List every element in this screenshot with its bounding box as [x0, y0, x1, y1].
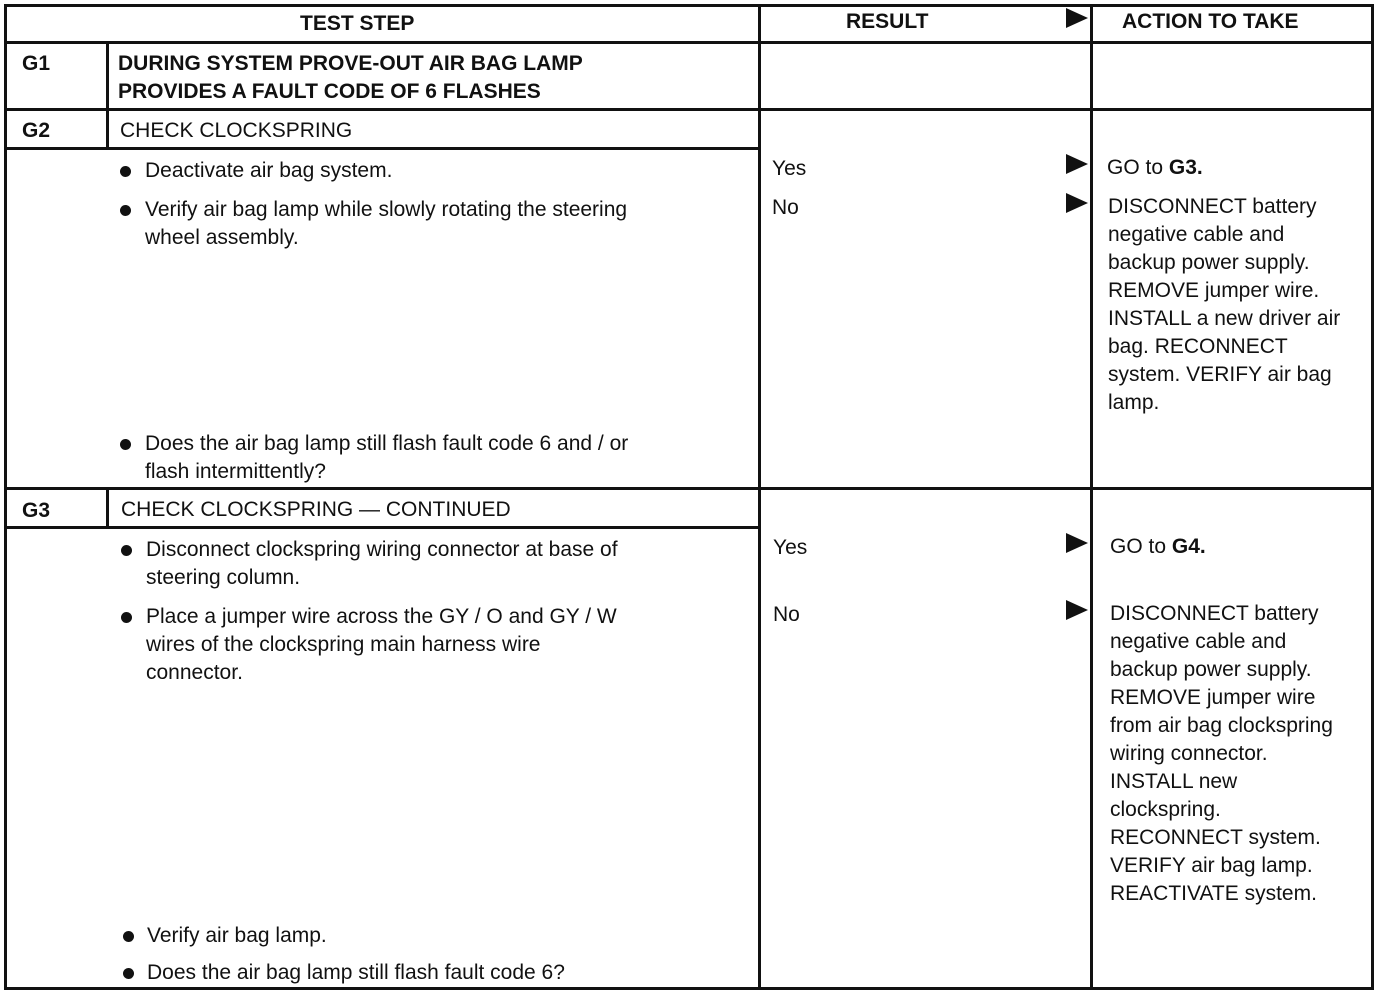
g3-step-id: G3 — [22, 499, 51, 522]
bullet-icon — [121, 545, 132, 556]
g2-result-yes: Yes — [772, 157, 807, 180]
header-arrow-icon — [1066, 8, 1088, 28]
g3-step-4: Does the air bag lamp still flash fault code 6? — [147, 961, 565, 984]
g2-bottom-border — [4, 487, 1374, 490]
g2-title: CHECK CLOCKSPRING — [120, 119, 353, 142]
id-column-divider-g3 — [106, 487, 109, 529]
g2-step-1: Deactivate air bag system. — [145, 159, 393, 182]
g1-title: DURING SYSTEM PROVE-OUT AIR BAG LAMP PROVIDES A FAULT CODE OF 6 FLASHES — [118, 52, 583, 103]
g3-title: CHECK CLOCKSPRING — CONTINUED — [121, 498, 511, 521]
g2-no-arrow-icon — [1066, 193, 1088, 213]
bullet-icon — [120, 205, 131, 216]
id-column-divider-g1g2 — [106, 41, 109, 150]
table-bottom-border — [4, 987, 1374, 990]
g3-step-2: Place a jumper wire across the GY / O and GY / W wires of the clockspring main harness wire connector. — [146, 605, 617, 684]
bullet-icon — [120, 166, 131, 177]
table-top-border — [4, 4, 1374, 7]
g3-title-bottom-border — [4, 526, 760, 529]
table-left-border — [4, 4, 7, 990]
g2-step-3: Does the air bag lamp still flash fault code 6 and / or flash intermittently? — [145, 432, 629, 483]
g2-yes-action: GO to G3. — [1107, 156, 1203, 179]
action-column-left-border — [1090, 4, 1093, 990]
g2-step-id: G2 — [22, 119, 51, 142]
bullet-icon — [120, 439, 131, 450]
g2-title-bottom-border — [4, 147, 760, 150]
g2-step-2: Verify air bag lamp while slowly rotating the steering wheel assembly. — [145, 198, 628, 249]
g1-bottom-border — [4, 108, 1374, 111]
g3-step-3: Verify air bag lamp. — [147, 924, 327, 947]
result-column-left-border — [758, 4, 761, 990]
bullet-icon — [121, 612, 132, 623]
table-right-border — [1371, 4, 1374, 990]
g3-result-no: No — [773, 603, 800, 626]
g1-step-id: G1 — [22, 52, 51, 75]
g3-result-yes: Yes — [773, 536, 808, 559]
g3-yes-action: GO to G4. — [1110, 535, 1206, 558]
g2-result-no: No — [772, 196, 799, 219]
g2-no-action: DISCONNECT battery negative cable and backup power supply. REMOVE jumper wire. INSTALL a new driver air bag. RECONNECT system. VERIFY air bag lamp. — [1108, 195, 1341, 414]
g3-step-1: Disconnect clockspring wiring connector at base of steering column. — [146, 538, 618, 589]
header-result: RESULT — [846, 10, 929, 33]
g2-yes-arrow-icon — [1066, 154, 1088, 174]
g3-no-arrow-icon — [1066, 600, 1088, 620]
g3-no-action: DISCONNECT battery negative cable and backup power supply. REMOVE jumper wire from air bag clockspring wiring connector. INSTALL new clockspring. RECONNECT system. VERIFY air bag lamp. REACTIVATE system. — [1110, 602, 1333, 905]
bullet-icon — [123, 968, 134, 979]
bullet-icon — [123, 931, 134, 942]
header-test-step: TEST STEP — [300, 12, 415, 35]
g3-yes-arrow-icon — [1066, 533, 1088, 553]
header-action: ACTION TO TAKE — [1122, 10, 1299, 33]
header-bottom-border — [4, 41, 1374, 44]
